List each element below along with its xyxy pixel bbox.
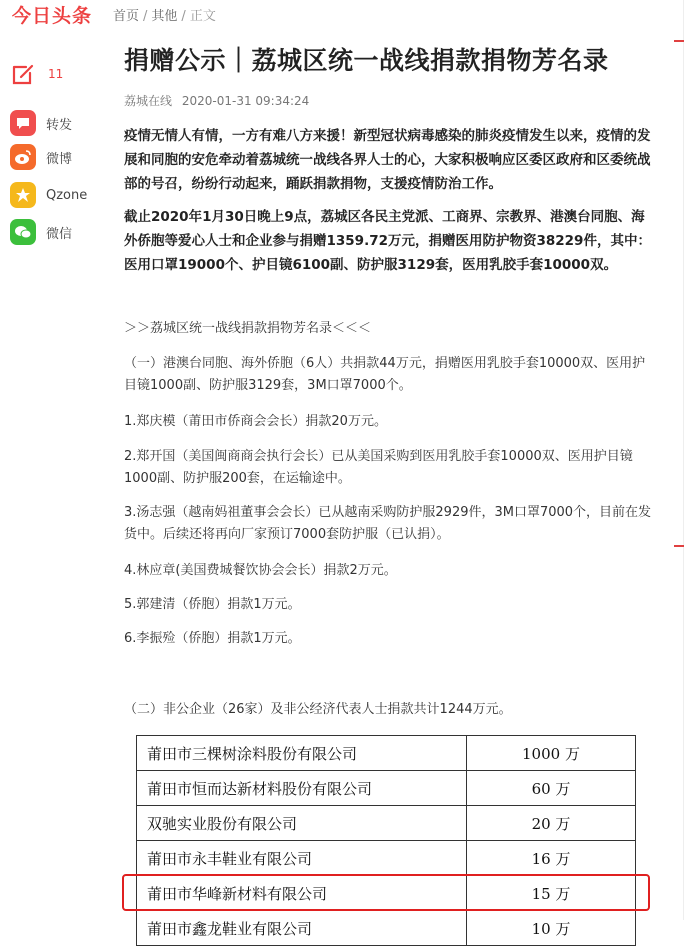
breadcrumb: [113, 5, 216, 24]
table-cell-amount: 10 万: [467, 911, 636, 946]
table-row: [137, 806, 636, 841]
article-paragraph: 1.郑庆模（莆田市侨商会会长）捐款20万元。: [124, 414, 387, 429]
breadcrumb-home[interactable]: 首页: [113, 9, 140, 24]
table-cell-company: 莆田市三棵树涂料股份有限公司: [137, 736, 467, 771]
section-heading: （二）非公企业（26家）及非公经济代表人士捐款共计1244万元。: [124, 702, 512, 717]
table-row: [137, 911, 636, 946]
table-cell-amount: 20 万: [467, 806, 636, 841]
article-source[interactable]: 荔城在线: [124, 94, 173, 108]
breadcrumb-category[interactable]: 其他: [151, 9, 178, 24]
share-weibo-button[interactable]: [10, 143, 72, 171]
table-row: [137, 841, 636, 876]
table-row: [137, 771, 636, 806]
breadcrumb-current: 正文: [189, 9, 216, 24]
table-cell-company: 莆田市永丰鞋业有限公司: [137, 841, 467, 876]
table-cell-amount: 15 万: [467, 876, 636, 911]
article-paragraph: 2.郑开国（美国闽商商会执行会长）已从美国采购到医用乳胶手套10000双、医用护目镜1000副、防护服200套，在运输途中。: [124, 449, 633, 486]
comment-count: 11: [48, 67, 64, 81]
wechat-icon: [10, 219, 36, 245]
table-cell-company: 莆田市华峰新材料有限公司: [137, 876, 467, 911]
share-qzone-button[interactable]: [10, 181, 87, 209]
share-qzone-label: Qzone: [46, 187, 88, 203]
donation-table: [136, 735, 636, 946]
table-row: [137, 736, 636, 771]
section-heading: ＞＞荔城区统一战线捐款捐物芳名录＜＜＜: [124, 321, 372, 336]
article-paragraph: 4.林应章(美国费城餐饮协会会长）捐款2万元。: [124, 563, 397, 578]
share-repost-button[interactable]: [10, 109, 72, 137]
article-paragraph: 5.郭建清（侨胞）捐款1万元。: [124, 597, 301, 612]
table-cell-amount: 16 万: [467, 841, 636, 876]
breadcrumb-separator: /: [143, 9, 148, 24]
article-paragraph: 截止2020年1月30日晚上9点，荔城区各民主党派、工商界、宗教界、港澳台同胞、海外侨胞等爱心人士和企业参与捐赠1359.72万元，捐赠医用防护物资38229件，其中：医用口罩19000个、护目镜6100副、防护服3129套，医用乳胶手套10000双。: [124, 209, 651, 273]
repost-icon: [10, 110, 36, 136]
article-meta: [124, 92, 654, 109]
comment-button[interactable]: [10, 60, 63, 88]
article-paragraph: 6.李振殓（侨胞）捐款1万元。: [124, 631, 301, 646]
weibo-icon: [10, 144, 36, 170]
top-bar: [0, 0, 684, 28]
article-time: 2020-01-31 09:34:24: [181, 94, 310, 108]
share-wechat-button[interactable]: [10, 218, 72, 246]
table-cell-company: 双驰实业股份有限公司: [137, 806, 467, 841]
article: [124, 44, 654, 109]
table-cell-company: 莆田市恒而达新材料股份有限公司: [137, 771, 467, 806]
article-paragraph: （一）港澳台同胞、海外侨胞（6人）共捐款44万元，捐赠医用乳胶手套10000双、医用护目镜1000副、防护服3129套，3M口罩7000个。: [124, 356, 646, 393]
table-row: [137, 876, 636, 911]
qzone-icon: [10, 182, 36, 208]
article-paragraph: 3.汤志强（越南妈祖董事会会长）已从越南采购防护服2929件，3M口罩7000个，目前在发货中。后续还将再向厂家预订7000套防护服（已认捐）。: [124, 505, 652, 542]
share-weibo-label: 微博: [46, 151, 73, 167]
article-paragraph: 疫情无情人有情，一方有难八方来援！新型冠状病毒感染的肺炎疫情发生以来，疫情的发展和同胞的安危牵动着荔城统一战线各界人士的心，大家积极响应区委区政府和区委统战部的号召，纷纷行动起来，踊跃捐款捐物，支援疫情防治工作。: [124, 128, 651, 192]
comment-icon: [10, 61, 36, 87]
table-cell-amount: 60 万: [467, 771, 636, 806]
scroll-marker: [674, 40, 684, 42]
table-cell-amount: 1000 万: [467, 736, 636, 771]
article-title: 捐赠公示｜荔城区统一战线捐款捐物芳名录: [124, 46, 609, 75]
breadcrumb-separator: /: [181, 9, 186, 24]
table-cell-company: 莆田市鑫龙鞋业有限公司: [137, 911, 467, 946]
share-repost-label: 转发: [46, 117, 73, 133]
share-wechat-label: 微信: [46, 226, 73, 242]
site-logo[interactable]: 今日头条: [12, 5, 93, 27]
scroll-marker: [674, 545, 684, 547]
